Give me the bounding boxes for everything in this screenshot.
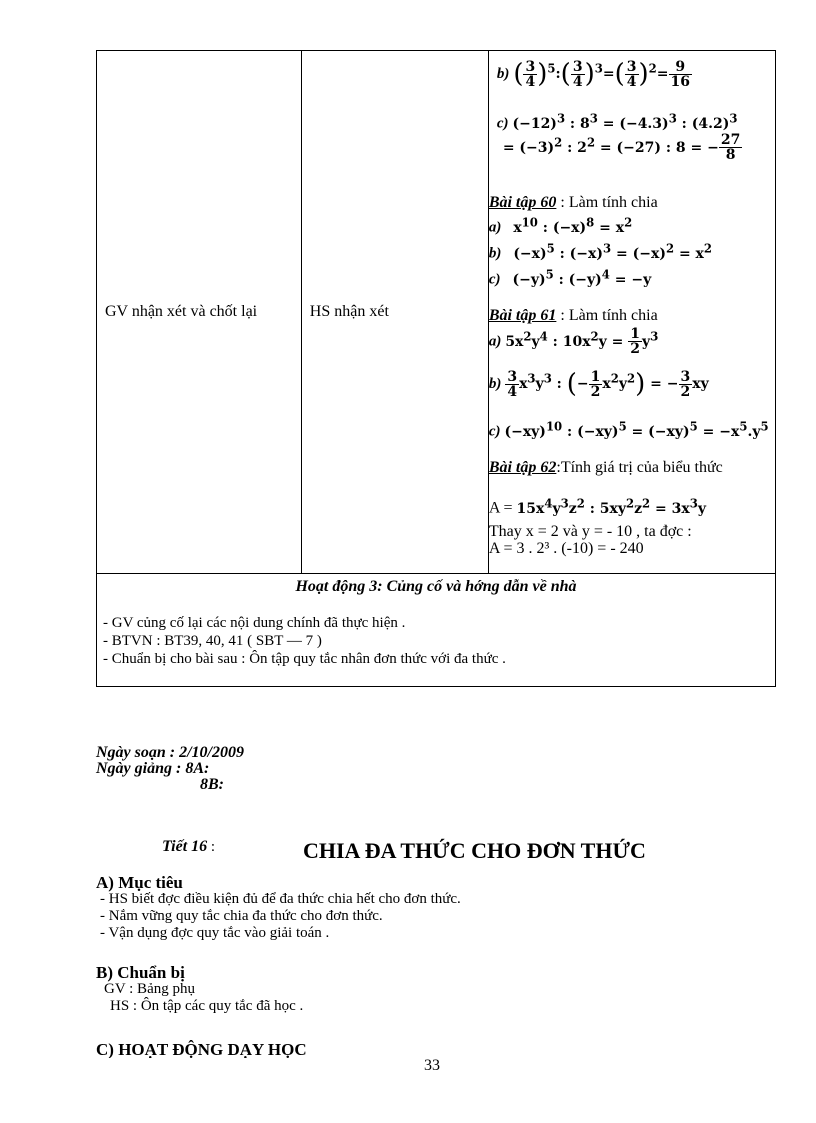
bt61-heading: Bài tập 61 : Làm tính chia: [488, 307, 658, 324]
bt62-heading: Bài tập 62:Tính giá trị của biểu thức: [488, 459, 723, 476]
student-activity-text: HS nhận xét: [309, 303, 389, 320]
bt61-a: a) $5x^2y^4$ : $10x^2y$ = $\frac{1}{2}$ $y^3$: [488, 326, 659, 357]
section-c-title: C) HOẠT ĐỘNG DẠY HỌC: [96, 1040, 307, 1058]
bt60-c: c) $(-y)^5$ : $(-y)^4 = -y$: [488, 267, 652, 288]
bt61-c: c) $(-xy)^{10}$ : $(-xy)^5 = (-xy)^5 = -x^5.y^5$: [488, 419, 769, 440]
exercise-b-line: b) ( $\frac{3}{4}$ )$^5$:( $\frac{3}{4}$ )$^3$=( $\frac{3}{4}$ )$^2$= $\frac{9}{16}$: [496, 58, 690, 90]
lesson-table: [96, 50, 776, 687]
ngay-soan: Ngày soạn : 2/10/2009: [96, 744, 244, 761]
section-b-title: B) Chuẩn bị: [96, 963, 185, 982]
exercise-c-line1: c) $(-12)^3$ : $8^3 = (-4.3)^3$ : $(4.2)^3$: [496, 111, 738, 132]
bt60-b: b) $(-x)^5$ : $(-x)^3 = (-x)^2 = x^2$: [488, 241, 713, 262]
bt62-substitution: [489, 523, 692, 557]
activity3-cell: [97, 574, 776, 687]
activity3-line: - BTVN : BT39, 40, 41 ( SBT — 7 ): [103, 633, 322, 649]
section-b-line: GV : Bảng phụ: [104, 981, 195, 997]
activity3-heading: Hoạt động 3: Củng cố và hớng dẫn về nhà: [295, 578, 577, 595]
ngay-giang: Ngày giảng : 8A:: [96, 760, 210, 777]
class-8b: 8B:: [200, 776, 224, 793]
lesson-title: CHIA ĐA THỨC CHO ĐƠN THỨC: [303, 838, 646, 863]
exercise-c-line2: = $(-3)^2$ : $2^2 = (-27)$ : 8 = − $\frac{27}{8}$: [502, 132, 741, 163]
teacher-activity-cell: [97, 51, 302, 574]
activity3-line: - Chuẩn bị cho bài sau : Ôn tập quy tắc nhân đơn thức với đa thức .: [103, 651, 506, 667]
activity3-line: - GV củng cố lại các nội dung chính đã thực hiện .: [103, 615, 406, 631]
section-b-line: HS : Ôn tập các quy tắc đã học .: [110, 998, 304, 1014]
section-a: [96, 874, 461, 942]
date-header: [96, 745, 244, 793]
teacher-activity-text: GV nhận xét và chốt lại: [105, 303, 258, 320]
section-a-line: - HS biết đợc điều kiện đủ để đa thức chia hết cho đơn thức.: [100, 891, 461, 907]
bt60-a: a) $x^{10}$ : $(-x)^8 = x^2$: [488, 215, 633, 236]
section-a-line: - Vận dụng đợc quy tắc vào giải toán .: [100, 925, 330, 941]
content-cell: [488, 51, 775, 574]
bt61-b: b) $\frac{3}{4}$ $x^3y^3$ : (− $\frac{1}{2}$ $x^2y^2$) = − $\frac{3}{2}$ xy: [488, 368, 709, 400]
lesson-number: Tiết 16 :: [162, 838, 216, 855]
bt62-result: A = 3 . 2³ . (-10) = - 240: [488, 540, 644, 557]
section-a-title: A) Mục tiêu: [96, 873, 183, 892]
bt60-heading: Bài tập 60 : Làm tính chia: [488, 194, 658, 211]
section-a-line: - Nắm vững quy tắc chia đa thức cho đơn thức.: [100, 908, 383, 924]
bt62-expression: $A = 15x^4y^3z^2$ : $5xy^2z^2 = 3x^3y$: [488, 496, 707, 517]
activity3-list: [97, 596, 775, 668]
section-b: [96, 964, 303, 1015]
student-activity-cell: [301, 51, 488, 574]
bt62-thay: Thay x = 2 và y = - 10 , ta đợc :: [488, 523, 692, 540]
page-number: 33: [424, 1057, 440, 1074]
